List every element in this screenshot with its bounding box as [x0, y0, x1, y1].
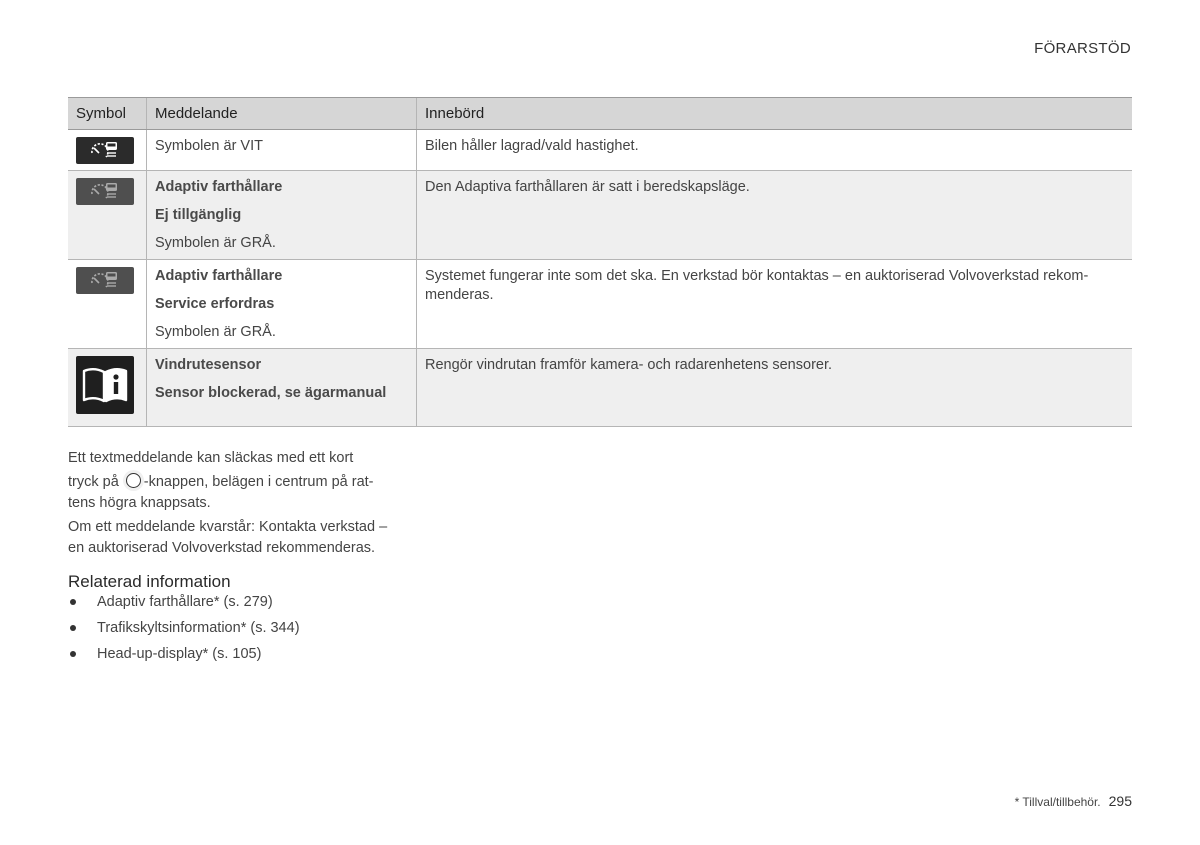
message-subtitle: Ej tillgänglig: [155, 207, 242, 223]
page-number: 295: [1108, 793, 1132, 809]
message-title: Vindrutesensor: [155, 357, 262, 373]
manual-book-info-icon: [76, 356, 134, 414]
paragraph-persist: Om ett meddelande kvarstår: Kontakta verkstad – en auktoriserad Volvoverkstad rekommenderas.: [68, 519, 388, 556]
meaning-text: Systemet fungerar inte som det ska. En verkstad bör kontaktas – en auktoriserad Volvoverkstad rekom-menderas.: [417, 260, 1133, 349]
adaptive-cruise-icon: [76, 137, 134, 164]
related-link[interactable]: Adaptiv farthållare* (s. 279): [68, 592, 300, 618]
table-row: [68, 130, 1132, 171]
related-heading: Relaterad information: [68, 572, 231, 591]
paragraph-line: Ett textmeddelande kan släckas med ett kort: [68, 450, 354, 466]
paragraph-line: [68, 472, 398, 493]
table-row: [68, 171, 1132, 260]
table-row: [68, 260, 1132, 349]
message-subtitle: Service erfordras: [155, 296, 275, 312]
col-header-message: Meddelande: [147, 98, 417, 130]
message-table: [68, 97, 1132, 427]
message-status: Symbolen är VIT: [155, 138, 263, 154]
meaning-text: Bilen håller lagrad/vald hastighet.: [417, 130, 1133, 171]
col-header-symbol: Symbol: [68, 98, 147, 130]
message-title: Adaptiv farthållare: [155, 179, 283, 195]
message-status: Symbolen är GRÅ.: [155, 235, 276, 251]
section-title: FÖRARSTÖD: [1034, 40, 1131, 57]
paragraph-text: -knappen, belägen i centrum på rat-: [143, 474, 374, 490]
footnote-text: * Tillval/tillbehör.: [1014, 795, 1101, 809]
related-list: [68, 592, 300, 670]
message-title: Adaptiv farthållare: [155, 268, 283, 284]
circle-button-icon: [126, 473, 141, 488]
related-link[interactable]: Trafikskyltsinformation* (s. 344): [68, 618, 300, 644]
paragraph-dismiss: [68, 448, 398, 514]
paragraph-line: tens högra knappsats.: [68, 495, 211, 511]
paragraph-text: tryck på: [68, 474, 119, 490]
message-subtitle: Sensor blockerad, se ägarmanual: [155, 385, 387, 401]
message-status: Symbolen är GRÅ.: [155, 324, 276, 340]
adaptive-cruise-icon: [76, 178, 134, 205]
meaning-text: Rengör vindrutan framför kamera- och radarenhetens sensorer.: [417, 349, 1133, 427]
footer: [1015, 793, 1132, 809]
col-header-meaning: Innebörd: [417, 98, 1133, 130]
meaning-text: Den Adaptiva farthållaren är satt i beredskapsläge.: [417, 171, 1133, 260]
adaptive-cruise-icon: [76, 267, 134, 294]
related-link[interactable]: Head-up-display* (s. 105): [68, 644, 300, 670]
table-row: [68, 349, 1132, 427]
